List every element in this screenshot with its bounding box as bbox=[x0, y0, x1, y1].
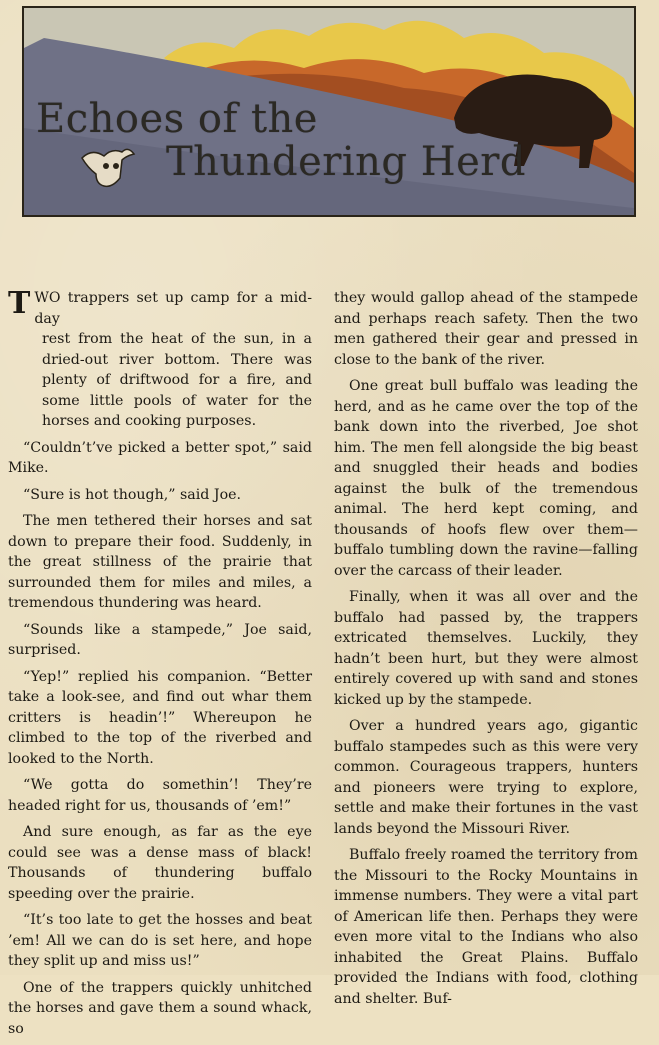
paragraph: “It’s too late to get the hosses and beat ’em! All we can do is set here, and hope they split up and miss us!” bbox=[8, 912, 312, 969]
lead-first-line: WO trappers set up camp for a mid-day bbox=[34, 290, 312, 327]
paragraph: The men tethered their horses and sat down to prepare their food. Suddenly, in the great stillness of the prairie that surrounded them for miles and miles, a tremendous thundering was heard. bbox=[8, 513, 312, 611]
paragraph: “Sounds like a stampede,” Joe said, surprised. bbox=[8, 621, 312, 658]
title-banner bbox=[22, 6, 636, 217]
title-line-1: Echoes of the bbox=[36, 96, 318, 142]
lead-paragraph bbox=[8, 288, 312, 432]
paragraph: And sure enough, as far as the eye could see was a dense mass of black! Thousands of thundering buffalo speeding over the prairie. bbox=[8, 824, 312, 902]
paragraph: Finally, when it was all over and the buffalo had passed by, the trappers extricated themselves. Luckily, they hadn’t been hurt, but they were almost entirely covered up with sand and stones kicked up by the stampede. bbox=[334, 589, 638, 708]
continuation-paragraph: they would gallop ahead of the stampede and perhaps reach safety. Then the two men gathered their gear and pressed in close to the bank of the river. bbox=[334, 290, 638, 368]
paragraph: One of the trappers quickly unhitched the horses and gave them a sound whack, so bbox=[8, 979, 312, 1037]
paragraph: “Couldn’t’ve picked a better spot,” said Mike. bbox=[8, 439, 312, 476]
drop-cap: T bbox=[8, 286, 31, 321]
paragraph: Buffalo freely roamed the territory from the Missouri to the Rocky Mountains in immense numbers. They were a vital part of American life then. Perhaps they were even more vital to the Indians who also inhabited the Great Plains. Buffalo provided the Indians with food, clothing and shelter. Buf- bbox=[334, 847, 638, 1007]
paragraph: “Yep!” replied his companion. “Better take a look-see, and find out whar them critters is headin’!” Whereupon he climbed to the top of the riverbed and looked to the North. bbox=[8, 668, 312, 767]
title-line-2: Thundering Herd bbox=[166, 139, 527, 185]
right-column bbox=[334, 288, 638, 1015]
lead-rest: rest from the heat of the sun, in a dried-out river bottom. There was plenty of driftwood for a fire, and some little pools of water for the horses and cooking purposes. bbox=[42, 331, 312, 429]
left-column bbox=[8, 288, 312, 1045]
paragraph: Over a hundred years ago, gigantic buffalo stampedes such as this were very common. Courageous trappers, hunters and pioneers were trying to explore, settle and make their fortunes in the vast lands beyond the Missouri River. bbox=[334, 718, 638, 837]
paragraph: “Sure is hot though,” said Joe. bbox=[23, 486, 242, 503]
paragraph: “We gotta do somethin’! They’re headed right for us, thousands of ’em!” bbox=[8, 777, 312, 814]
paragraph: One great bull buffalo was leading the herd, and as he came over the top of the bank down into the riverbed, Joe shot him. The men fell alongside the big beast and snuggled their heads and bodies against the bulk of the tremendous animal. The herd kept coming, and thousands of hoofs flew over them—buffalo tumbling down the ravine—falling over the carcass of their leader. bbox=[334, 378, 638, 579]
